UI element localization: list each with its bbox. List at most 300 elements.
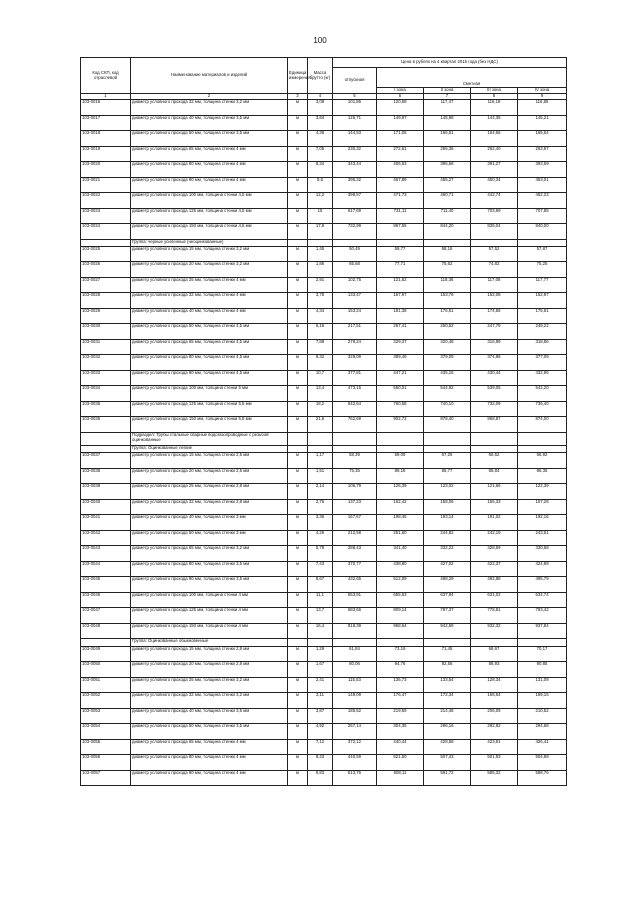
row-unit: м	[288, 115, 308, 131]
table-row	[81, 530, 567, 546]
row-unit: м	[288, 739, 308, 755]
row-unit: м	[288, 499, 308, 515]
row-mass: 15	[308, 208, 333, 224]
price-zone-4: 452,23	[518, 193, 567, 209]
table-row	[81, 468, 567, 484]
price-zone-4: 542,20	[518, 386, 567, 402]
row-name: диаметр условного прохода 80 мм, толщина стенки 3,5 мм	[131, 561, 288, 577]
table-row	[81, 677, 567, 693]
table-row	[81, 308, 567, 324]
row-unit: м	[288, 724, 308, 740]
row-mass: 2,14	[308, 484, 333, 500]
row-mass: 8,43	[308, 755, 333, 771]
price-release: 137,23	[333, 499, 377, 515]
price-release: 732,99	[333, 224, 377, 240]
row-name: диаметр условного прохода 80 мм, толщина стенки 4,5 мм	[131, 355, 288, 371]
price-zone-2: 86,77	[424, 468, 471, 484]
price-zone-4: 169,16	[518, 693, 567, 709]
price-zone-3: 121,66	[471, 484, 518, 500]
table-body	[81, 100, 567, 786]
table-row	[81, 324, 567, 340]
table-row	[81, 277, 567, 293]
row-unit: м	[288, 662, 308, 678]
price-zone-1: 121,62	[377, 277, 424, 293]
table-row	[81, 386, 567, 402]
row-name: диаметр условного прохода 32 мм, толщина стенки 4 мм	[131, 293, 288, 309]
price-release: 102,75	[333, 277, 377, 293]
row-name: диаметр условного прохода 65 мм, толщина стенки 4 мм	[131, 146, 288, 162]
price-zone-4: 75,25	[518, 262, 567, 278]
row-code: 103-0052	[81, 693, 131, 709]
price-zone-2: 214,48	[424, 708, 471, 724]
row-code: 103-0039	[81, 484, 131, 500]
price-zone-3: 391,27	[471, 162, 518, 178]
row-unit: м	[288, 246, 308, 262]
row-code: 103-0040	[81, 499, 131, 515]
row-unit: м	[288, 370, 308, 386]
row-code: 103-0024	[81, 224, 131, 240]
price-zone-1: 447,21	[377, 370, 424, 386]
price-zone-1: 304,35	[377, 724, 424, 740]
row-mass: 9,83	[308, 770, 333, 786]
price-zone-4: 377,09	[518, 355, 567, 371]
row-code: 103-0018	[81, 131, 131, 147]
row-name: диаметр условного прохода 80 мм, толщина стенки 4 мм	[131, 755, 288, 771]
table-row	[81, 662, 567, 678]
row-code: 103-0053	[81, 708, 131, 724]
price-zone-4: 152,97	[518, 293, 567, 309]
price-zone-3: 778,81	[471, 608, 518, 624]
row-code: 103-0035	[81, 401, 131, 417]
index-7: 7	[424, 94, 471, 100]
price-zone-3: 68,67	[471, 646, 518, 662]
price-zone-3: 164,65	[471, 131, 518, 147]
price-release: 683,66	[333, 608, 377, 624]
price-release: 106,79	[333, 484, 377, 500]
price-release: 329,09	[333, 355, 377, 371]
price-zone-1: 219,59	[377, 708, 424, 724]
price-zone-2: 711,40	[424, 208, 471, 224]
price-zone-4: 57,87	[518, 246, 567, 262]
price-release: 230,32	[333, 146, 377, 162]
header-mass: Масса брутто (кг)	[308, 58, 333, 94]
row-mass: 4,92	[308, 724, 333, 740]
row-mass: 1,51	[308, 468, 333, 484]
group-empty-cell	[308, 432, 333, 445]
row-mass: 21,6	[308, 417, 333, 433]
row-code: 103-0031	[81, 339, 131, 355]
price-release: 126,71	[333, 115, 377, 131]
price-zone-1: 181,38	[377, 308, 424, 324]
row-mass: 7,43	[308, 561, 333, 577]
group-empty-cell	[288, 432, 308, 445]
price-zone-1: 440,44	[377, 739, 424, 755]
row-name: диаметр условного прохода 65 мм, толщина стенки 4 мм	[131, 739, 288, 755]
row-code: 103-0023	[81, 208, 131, 224]
table-row	[81, 546, 567, 562]
row-name: диаметр условного прохода 32 мм, толщина стенки 3,2 мм	[131, 100, 288, 116]
price-zone-3: 539,05	[471, 386, 518, 402]
row-name: диаметр условного прохода 40 мм, толщина стенки 3 мм	[131, 515, 288, 531]
row-unit: м	[288, 693, 308, 709]
row-code: 103-0055	[81, 739, 131, 755]
price-zone-2: 145,98	[424, 115, 471, 131]
price-zone-2: 637,94	[424, 592, 471, 608]
row-unit: м	[288, 468, 308, 484]
price-zone-3: 191,02	[471, 515, 518, 531]
row-code: 103-0020	[81, 162, 131, 178]
price-zone-2: 250,52	[424, 324, 471, 340]
price-release: 278,24	[333, 339, 377, 355]
price-zone-4: 707,85	[518, 208, 567, 224]
row-code: 103-0021	[81, 177, 131, 193]
price-zone-2: 844,20	[424, 224, 471, 240]
group-label: Подраздел: Трубы стальные сварные водогазопроводные с резьбой оцинкованные	[131, 432, 288, 445]
row-name: диаметр условного прохода 15 мм, толщина стенки 3,2 мм	[131, 246, 288, 262]
price-release: 398,57	[333, 193, 377, 209]
row-mass: 9,6	[308, 177, 333, 193]
group-empty-cell	[424, 432, 471, 445]
row-unit: м	[288, 484, 308, 500]
price-zone-3: 585,32	[471, 770, 518, 786]
row-name: диаметр условного прохода 90 мм, толщина стенки 4 мм	[131, 177, 288, 193]
header-release: отпускная	[333, 68, 377, 94]
row-code: 103-0056	[81, 755, 131, 771]
price-zone-3: 88,93	[471, 662, 518, 678]
table-row	[81, 646, 567, 662]
row-name: диаметр условного прохода 32 мм, толщина стенки 3,2 мм	[131, 693, 288, 709]
table-row	[81, 724, 567, 740]
table-row	[81, 115, 567, 131]
price-zone-2: 498,29	[424, 577, 471, 593]
price-zone-3: 703,69	[471, 208, 518, 224]
price-release: 617,69	[333, 208, 377, 224]
table-row	[81, 693, 567, 709]
price-zone-1: 968,64	[377, 623, 424, 639]
price-release: 440,59	[333, 755, 377, 771]
row-unit: м	[288, 453, 308, 469]
header-estimate: Сметная	[377, 82, 567, 88]
price-zone-2: 428,58	[424, 739, 471, 755]
row-name: диаметр условного прохода 65 мм, толщина стенки 4,5 мм	[131, 339, 288, 355]
row-code: 103-0045	[81, 577, 131, 593]
row-mass: 7,05	[308, 146, 333, 162]
price-release: 553,91	[333, 592, 377, 608]
price-zone-4: 117,77	[518, 277, 567, 293]
price-zone-4: 840,00	[518, 224, 567, 240]
row-code: 103-0033	[81, 370, 131, 386]
price-zone-1: 126,39	[377, 484, 424, 500]
price-zone-4: 210,52	[518, 708, 567, 724]
price-zone-3: 374,88	[471, 355, 518, 371]
row-name: диаметр условного прохода 90 мм, толщина стенки 4 мм	[131, 770, 288, 786]
row-code: 103-0038	[81, 468, 131, 484]
price-zone-3: 328,59	[471, 546, 518, 562]
price-zone-3: 174,56	[471, 308, 518, 324]
row-name: диаметр условного прохода 100 мм, толщина стенки 4 мм	[131, 592, 288, 608]
price-zone-2: 158,06	[424, 499, 471, 515]
price-zone-1: 59,77	[377, 246, 424, 262]
price-zone-4: 504,89	[518, 755, 567, 771]
price-zone-4: 116,85	[518, 100, 567, 116]
row-unit: м	[288, 339, 308, 355]
row-name: диаметр условного прохода 20 мм, толщина стенки 2,8 мм	[131, 662, 288, 678]
price-zone-2: 787,37	[424, 608, 471, 624]
row-mass: 2,41	[308, 677, 333, 693]
price-zone-1: 198,45	[377, 515, 424, 531]
price-zone-4: 294,68	[518, 724, 567, 740]
price-zone-4: 122,39	[518, 484, 567, 500]
price-zone-2: 942,59	[424, 623, 471, 639]
row-code: 103-0051	[81, 677, 131, 693]
price-zone-4: 736,40	[518, 401, 567, 417]
price-zone-3: 835,04	[471, 224, 518, 240]
row-code: 103-0025	[81, 246, 131, 262]
price-zone-3: 117,08	[471, 277, 518, 293]
header-zone-2: II зона	[424, 88, 471, 94]
row-unit: м	[288, 708, 308, 724]
row-code: 103-0041	[81, 515, 131, 531]
row-name: диаметр условного прохода 20 мм, толщина стенки 3,2 мм	[131, 262, 288, 278]
row-unit: м	[288, 355, 308, 371]
table-row	[81, 484, 567, 500]
row-unit: м	[288, 262, 308, 278]
row-name: диаметр условного прохода 20 мм, толщина стенки 2,5 мм	[131, 468, 288, 484]
price-zone-4: 393,59	[518, 162, 567, 178]
price-zone-1: 251,60	[377, 530, 424, 546]
price-zone-4: 131,09	[518, 677, 567, 693]
price-zone-3: 631,02	[471, 592, 518, 608]
table-row	[81, 401, 567, 417]
price-zone-4: 937,84	[518, 623, 567, 639]
row-unit: м	[288, 131, 308, 147]
row-code: 103-0054	[81, 724, 131, 740]
row-code: 103-0028	[81, 293, 131, 309]
price-release: 80,06	[333, 662, 377, 678]
row-code: 103-0019	[81, 146, 131, 162]
price-zone-1: 77,71	[377, 262, 424, 278]
row-mass: 2,75	[308, 499, 333, 515]
price-zone-2: 133,54	[424, 677, 471, 693]
price-zone-4: 66,92	[518, 453, 567, 469]
header-unit: Единица измерения	[288, 58, 308, 94]
row-name: диаметр условного прохода 125 мм, толщина стенки 4 мм	[131, 608, 288, 624]
table-row	[81, 755, 567, 771]
price-zone-3: 85,84	[471, 468, 518, 484]
row-unit: м	[288, 608, 308, 624]
price-zone-4: 157,28	[518, 499, 567, 515]
price-zone-2: 740,10	[424, 401, 471, 417]
row-mass: 9,32	[308, 355, 333, 371]
row-mass: 11,1	[308, 592, 333, 608]
row-code: 103-0042	[81, 530, 131, 546]
price-release: 212,58	[333, 530, 377, 546]
row-name: диаметр условного прохода 32 мм, толщина стенки 2,8 мм	[131, 499, 288, 515]
table-row	[81, 131, 567, 147]
price-zone-1: 760,58	[377, 401, 424, 417]
price-zone-1: 162,42	[377, 499, 424, 515]
price-zone-1: 560,01	[377, 386, 424, 402]
row-name: диаметр условного прохода 50 мм, толщина стенки 3,5 мм	[131, 724, 288, 740]
index-8: 8	[471, 94, 518, 100]
price-zone-4: 145,21	[518, 115, 567, 131]
table-row	[81, 339, 567, 355]
row-code: 103-0034	[81, 386, 131, 402]
group-empty-cell	[518, 432, 567, 445]
row-code: 103-0017	[81, 115, 131, 131]
table-row	[81, 577, 567, 593]
price-zone-3: 423,91	[471, 739, 518, 755]
group-label: Группа: черные усиленные (неоцинкованные)	[131, 239, 288, 246]
price-zone-2: 176,51	[424, 308, 471, 324]
price-release: 167,67	[333, 515, 377, 531]
row-mass: 4,26	[308, 530, 333, 546]
price-release: 101,86	[333, 100, 377, 116]
table-row	[81, 370, 567, 386]
row-mass: 2,91	[308, 277, 333, 293]
row-unit: м	[288, 755, 308, 771]
price-zone-2: 153,76	[424, 293, 471, 309]
price-release: 58,39	[333, 453, 377, 469]
row-unit: м	[288, 770, 308, 786]
header-zone-3: III зона	[471, 88, 518, 94]
row-unit: м	[288, 162, 308, 178]
price-zone-2: 58,16	[424, 246, 471, 262]
group-empty-cell	[377, 432, 424, 445]
price-zone-1: 272,61	[377, 146, 424, 162]
price-zone-2: 118,36	[424, 277, 471, 293]
row-mass: 4,38	[308, 131, 333, 147]
price-zone-1: 521,50	[377, 755, 424, 771]
group-empty-cell	[471, 432, 518, 445]
price-release: 288,43	[333, 546, 377, 562]
row-mass: 1,67	[308, 662, 333, 678]
table-row	[81, 417, 567, 433]
row-unit: м	[288, 293, 308, 309]
price-zone-1: 809,14	[377, 608, 424, 624]
price-release: 642,64	[333, 401, 377, 417]
price-zone-2: 123,02	[424, 484, 471, 500]
row-mass: 3,87	[308, 708, 333, 724]
index-4: 4	[308, 94, 333, 100]
price-zone-2: 460,71	[424, 193, 471, 209]
price-zone-1: 136,73	[377, 677, 424, 693]
row-code: 103-0050	[81, 662, 131, 678]
row-unit: м	[288, 417, 308, 433]
price-release: 185,52	[333, 708, 377, 724]
price-release: 217,51	[333, 324, 377, 340]
price-zone-3: 262,40	[471, 146, 518, 162]
row-code: 103-0048	[81, 623, 131, 639]
price-release: 65,68	[333, 262, 377, 278]
table-row	[81, 708, 567, 724]
row-code: 103-0029	[81, 308, 131, 324]
price-zone-4: 249,22	[518, 324, 567, 340]
price-zone-3: 450,34	[471, 177, 518, 193]
index-2: 2	[131, 94, 288, 100]
row-unit: м	[288, 401, 308, 417]
price-zone-3: 66,52	[471, 453, 518, 469]
price-zone-2: 379,09	[424, 355, 471, 371]
price-zone-3: 492,88	[471, 577, 518, 593]
price-zone-1: 731,11	[377, 208, 424, 224]
price-release: 50,49	[333, 246, 377, 262]
row-code: 103-0047	[81, 608, 131, 624]
row-code: 103-0043	[81, 546, 131, 562]
table-row	[81, 100, 567, 116]
price-release: 149,09	[333, 693, 377, 709]
price-zone-1: 867,55	[377, 224, 424, 240]
price-zone-3: 206,09	[471, 708, 518, 724]
table-row	[81, 515, 567, 531]
row-mass: 3,36	[308, 515, 333, 531]
row-mass: 17,8	[308, 224, 333, 240]
price-zone-2: 67,25	[424, 453, 471, 469]
price-zone-3: 116,18	[471, 100, 518, 116]
index-5: 5	[333, 94, 377, 100]
price-zone-4: 165,64	[518, 131, 567, 147]
price-zone-1: 655,63	[377, 592, 424, 608]
price-zone-4: 318,86	[518, 339, 567, 355]
index-9: 9	[518, 94, 567, 100]
row-name: диаметр условного прохода 50 мм, толщина стенки 3,5 мм	[131, 131, 288, 147]
price-zone-3: 128,34	[471, 677, 518, 693]
row-name: диаметр условного прохода 125 мм, толщина стенки 4,5 мм	[131, 208, 288, 224]
index-1: 1	[81, 94, 131, 100]
price-zone-1: 73,19	[377, 646, 424, 662]
row-name: диаметр условного прохода 25 мм, толщина стенки 2,8 мм	[131, 484, 288, 500]
row-unit: м	[288, 561, 308, 577]
price-zone-4: 588,76	[518, 770, 567, 786]
price-zone-3: 442,74	[471, 193, 518, 209]
price-zone-1: 69,09	[377, 453, 424, 469]
row-unit: м	[288, 277, 308, 293]
price-zone-1: 257,41	[377, 324, 424, 340]
price-release: 144,53	[333, 131, 377, 147]
row-mass: 3,84	[308, 115, 333, 131]
price-zone-2: 544,92	[424, 386, 471, 402]
group-label: Группа: Оцинкованные обыкновенные	[131, 639, 288, 646]
row-code: 103-0030	[81, 324, 131, 340]
row-unit: м	[288, 515, 308, 531]
price-zone-2: 332,22	[424, 546, 471, 562]
price-zone-2: 71,45	[424, 646, 471, 662]
price-release: 343,44	[333, 162, 377, 178]
row-name: диаметр условного прохода 50 мм, толщина стенки 4,5 мм	[131, 324, 288, 340]
row-name: диаметр условного прохода 15 мм, толщина стенки 2,8 мм	[131, 646, 288, 662]
row-code: 103-0044	[81, 561, 131, 577]
row-unit: м	[288, 577, 308, 593]
price-zone-2: 427,02	[424, 561, 471, 577]
price-zone-2: 878,40	[424, 417, 471, 433]
price-zone-2: 193,14	[424, 515, 471, 531]
table-row	[81, 146, 567, 162]
price-zone-1: 341,40	[377, 546, 424, 562]
price-release: 370,77	[333, 561, 377, 577]
row-name: диаметр условного прохода 40 мм, толщина стенки 3,5 мм	[131, 708, 288, 724]
row-unit: м	[288, 100, 308, 116]
table-row	[81, 293, 567, 309]
price-zone-4: 453,01	[518, 177, 567, 193]
price-table	[80, 57, 567, 786]
price-zone-1: 89,18	[377, 468, 424, 484]
row-name: диаметр условного прохода 150 мм, толщина стенки 4,5 мм	[131, 224, 288, 240]
row-mass: 13,4	[308, 386, 333, 402]
group-row	[81, 432, 567, 445]
row-name: диаметр условного прохода 15 мм, толщина стенки 2,5 мм	[131, 453, 288, 469]
price-zone-4: 192,16	[518, 515, 567, 531]
price-zone-4: 432,96	[518, 370, 567, 386]
